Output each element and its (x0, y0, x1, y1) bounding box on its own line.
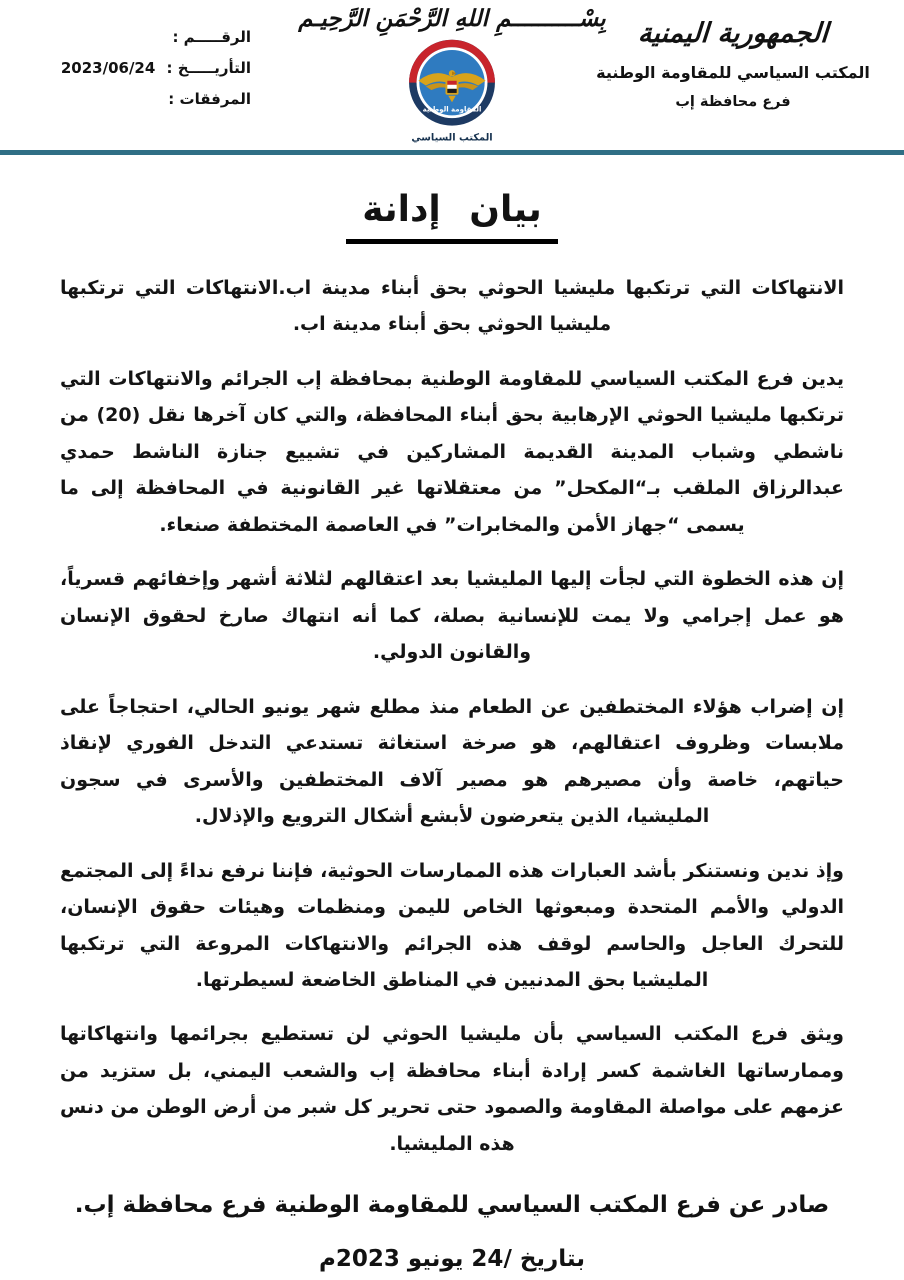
letterhead (0, 0, 904, 150)
title-wrap (60, 189, 844, 244)
shield-stripe-red (447, 81, 456, 85)
statement-paragraph-4: إن إضراب هؤلاء المختطفين عن الطعام منذ مطلع شهر يونيو الحالي، احتجاجاً على ملابسات وظروف اعتقالهم، هو صرخة استغاثة تستدعي التدخل الفوري لإنقاذ حياتهم، خاصة وأن مصيرهم هو مصير آلاف المختطفين والأسرى في سجون المليشيا، الذين يتعرضون لأبشع أشكال الترويع والإذلال. (60, 695, 844, 828)
bismillah-calligraphy: بِسْــــــــــمِ اللهِ الرَّحْمَنِ الرَّحِيـم (298, 6, 606, 32)
attachments-label: المرفقات : (168, 90, 251, 108)
statement-paragraph-3: إن هذه الخطوة التي لجأت إليها المليشيا بعد اعتقالهم لثلاثة أشهر وإخفائهم قسرياً، هو عمل إجرامي ولا يمت للإنسانية بصلة، كما أنه انتهاك صارخ لحقوق الإنسان والقانون الدولي. (60, 568, 844, 664)
attachments-row (26, 90, 251, 108)
footer-block (60, 1192, 844, 1272)
number-label: الرقـــــم : (172, 28, 251, 46)
shield-stripe-black (447, 89, 456, 93)
statement-paragraph-1: الانتهاكات التي ترتكبها مليشيا الحوثي بحق أبناء مدينة اب.الانتهاكات التي ترتكبها مليشيا الحوثي بحق أبناء مدينة اب. (60, 277, 844, 336)
number-row (26, 28, 251, 46)
organization-block (588, 14, 878, 110)
emblem-caption: المكتب السياسي (411, 132, 493, 144)
branch-name: فرع محافظة إب (675, 94, 791, 110)
meta-block (26, 14, 251, 121)
emblem-arc-text: المقاومة الوطنية (422, 105, 482, 114)
page-title: بيان إدانة (346, 189, 558, 244)
statement-body (0, 189, 904, 1272)
date-label: التأريـــــخ : (166, 59, 251, 77)
office-name: المكتب السياسي للمقاومة الوطنية (596, 63, 870, 82)
shield-stripe-white (447, 85, 456, 89)
statement-paragraph-2: يدين فرع المكتب السياسي للمقاومة الوطنية بمحافظة إب الجرائم والانتهاكات التي ترتكبها مليشيا الحوثي الإرهابية بحق أبناء المحافظة، والتي كان آخرها نقل (20) من ناشطي وشباب المدينة القديمة المشاركين في تشييع جنازة الناشط حمدي عبدالرزاق الملقب بـ“المكحل” من معتقلاتها غير القانونية في المحافظة إلى ما يسمى “جهاز الأمن والمخابرات” في العاصمة المختطفة صنعاء. (60, 367, 844, 536)
country-calligraphy: الجمهورية اليمنية (636, 18, 830, 49)
issue-date-line: بتاريخ /24 يونيو 2023م (319, 1246, 585, 1273)
issued-by-line: صادر عن فرع المكتب السياسي للمقاومة الوطنية فرع محافظة إب. (74, 1192, 830, 1219)
statement-paragraph-5: وإذ ندين ونستنكر بأشد العبارات هذه الممارسات الحوثية، فإننا نرفع نداءً إلى المجتمع الدولي والأمم المتحدة ومبعوثها الخاص لليمن ومنظمات وهيئات حقوق الإنسان، للتحرك العاجل والحاسم لوقف هذه الجرائم والانتهاكات المروعة التي ترتكبها المليشيا بحق المدنيين في المناطق الخاضعة لسيطرتها. (60, 859, 844, 991)
date-value: 2023/06/24 (60, 59, 156, 77)
date-row (26, 59, 251, 77)
statement-paragraph-6: ويثق فرع المكتب السياسي بأن مليشيا الحوثي لن تستطيع بجرائمها وانتهاكاتها وممارساتها الغاشمة كسر إرادة أبناء محافظة إب والشعب اليمني، بل ستزيد من عزمهم على مواصلة المقاومة والصمود حتى تحرير كل شبر من أرض الوطن من دنس هذه المليشيا. (60, 1023, 844, 1155)
national-resistance-emblem-icon (396, 34, 508, 150)
header-divider (0, 150, 904, 155)
center-header-block (292, 6, 612, 150)
